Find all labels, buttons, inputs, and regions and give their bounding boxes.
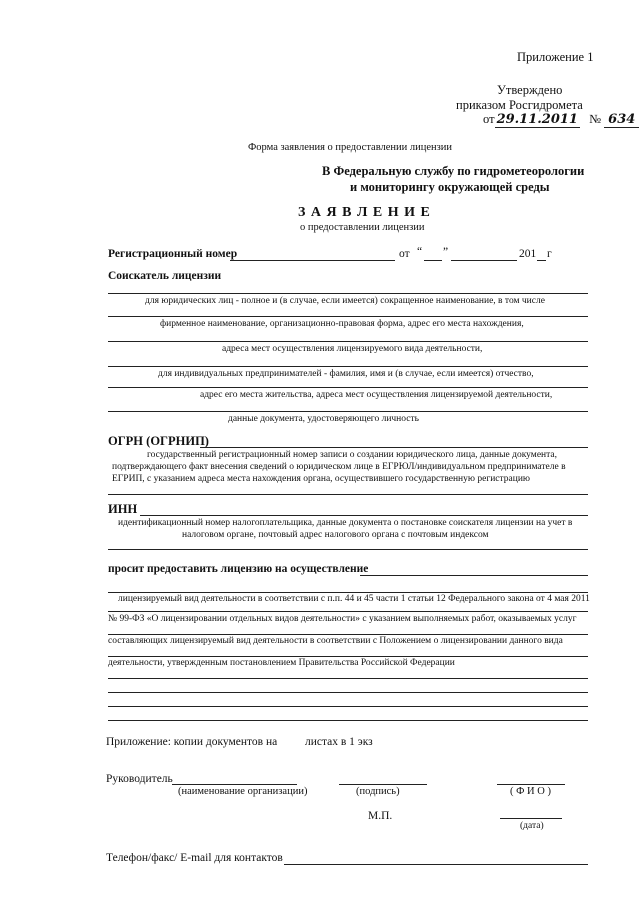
form-title: Форма заявления о предоставлении лицензии xyxy=(248,142,453,153)
inn-label: ИНН xyxy=(108,502,138,516)
contacts-label: Телефон/факс/ E-mail для контактов xyxy=(106,852,283,864)
appendix-label: Приложение 1 xyxy=(517,50,594,64)
inn-field-2[interactable] xyxy=(108,549,588,550)
attachment-suffix: листах в 1 экз xyxy=(304,736,373,748)
inn-hint-2: налоговом органе, почтовый адрес налогового органа с почтовым индексом xyxy=(182,530,489,540)
date-caption: (дата) xyxy=(520,821,544,831)
applicant-field-2[interactable] xyxy=(108,316,588,317)
request-field-8[interactable] xyxy=(108,706,588,707)
registration-close-quote: ” xyxy=(443,246,449,258)
contacts-field[interactable] xyxy=(284,864,588,865)
fio-caption: ( Ф И О ) xyxy=(510,786,551,797)
applicant-hint-6: данные документа, удостоверяющего личность xyxy=(228,414,419,424)
request-field-4[interactable] xyxy=(108,634,588,635)
order-date: 29.11.2011 xyxy=(496,112,578,127)
ogrn-hint-1: государственный регистрационный номер записи о создании юридического лица, данные документа, xyxy=(147,450,557,460)
stamp-label: М.П. xyxy=(368,810,393,822)
order-label: приказом Росгидромета xyxy=(456,98,583,112)
ogrn-hint-2: подтверждающего факт внесения сведений о юридическом лице в ЕГРЮЛ/индивидуальном предпринимателе в xyxy=(112,462,566,472)
request-label: просит предоставить лицензию на осуществление xyxy=(108,563,369,575)
ogrn-label: ОГРН (ОГРНИП) xyxy=(108,434,209,448)
number-sign: № xyxy=(589,112,602,126)
applicant-hint-1: для юридических лиц - полное и (в случае, если имеется) сокращенное наименование, в том числе xyxy=(145,296,545,306)
applicant-field-4[interactable] xyxy=(108,366,588,367)
registration-year-suffix: г xyxy=(547,248,552,260)
request-hint-1: лицензируемый вид деятельности в соответствии с п.п. 44 и 45 части 1 статьи 12 Федерального закона от 4 мая 2011 xyxy=(118,594,590,604)
applicant-hint-4: для индивидуальных предпринимателей - фамилия, имя и (в случае, если имеется) отчество, xyxy=(158,369,534,379)
inn-hint-1: идентификационный номер налогоплательщика, данные документа о постановке соискателя лицензии на учет в xyxy=(118,518,573,528)
fio-field[interactable] xyxy=(497,784,565,785)
statement-subtitle: о предоставлении лицензии xyxy=(300,222,425,233)
ogrn-field-2[interactable] xyxy=(108,494,588,495)
statement-title: З А Я В Л Е Н И Е xyxy=(298,205,431,220)
registration-open-quote: “ xyxy=(417,246,423,258)
applicant-hint-3: адреса мест осуществления лицензируемого вида деятельности, xyxy=(222,344,483,354)
request-field[interactable] xyxy=(360,575,588,576)
request-field-6[interactable] xyxy=(108,678,588,679)
approved-label: Утверждено xyxy=(497,83,563,97)
registration-year-field[interactable] xyxy=(537,260,546,261)
attachment-prefix: Приложение: копии документов на xyxy=(106,736,278,748)
applicant-label: Соискатель лицензии xyxy=(108,270,222,282)
request-hint-4: деятельности, утвержденным постановлением Правительства Российской Федерации xyxy=(108,658,455,668)
org-caption: (наименование организации) xyxy=(178,786,308,797)
applicant-field-5[interactable] xyxy=(108,387,588,388)
org-name-field[interactable] xyxy=(172,784,297,785)
signature-field[interactable] xyxy=(339,784,427,785)
date-field[interactable] xyxy=(500,818,562,819)
applicant-hint-2: фирменное наименование, организационно-правовая форма, адрес его места нахождения, xyxy=(160,319,524,329)
order-number: 634 xyxy=(604,112,639,128)
request-field-2[interactable] xyxy=(108,592,588,593)
request-field-9[interactable] xyxy=(108,720,588,721)
registration-day-field[interactable] xyxy=(424,260,442,261)
registration-label: Регистрационный номер xyxy=(108,248,238,260)
request-hint-2: № 99-ФЗ «О лицензировании отдельных видов деятельности» с указанием выполняемых работ, оказываемых услуг xyxy=(108,614,577,624)
applicant-field-6[interactable] xyxy=(108,411,588,412)
applicant-field-1[interactable] xyxy=(108,293,588,294)
request-field-3[interactable] xyxy=(108,611,588,612)
addressee-line2: и мониторингу окружающей среды xyxy=(350,180,550,194)
addressee-line1: В Федеральную службу по гидрометеорологии xyxy=(322,164,585,178)
ogrn-field[interactable] xyxy=(200,447,588,448)
applicant-hint-5: адрес его места жительства, адреса мест осуществления лицензируемой деятельности, xyxy=(200,390,553,400)
registration-month-field[interactable] xyxy=(451,260,517,261)
sign-caption: (подпись) xyxy=(356,786,400,797)
request-field-5[interactable] xyxy=(108,656,588,657)
applicant-field-3[interactable] xyxy=(108,341,588,342)
registration-year: 201 xyxy=(519,248,537,260)
request-hint-3: составляющих лицензируемый вид деятельности в соответствии с Положением о лицензировании данного вида xyxy=(108,636,563,646)
attachment-line xyxy=(106,736,373,748)
order-date-line xyxy=(483,112,639,128)
registration-from: от xyxy=(399,248,410,260)
request-field-7[interactable] xyxy=(108,692,588,693)
registration-number-field[interactable] xyxy=(230,260,395,261)
ogrn-hint-3: ЕГРИП, с указанием адреса места нахождения органа, осуществившего государственную регистрацию xyxy=(112,474,531,484)
from-prefix: от xyxy=(483,112,495,126)
inn-field[interactable] xyxy=(140,515,588,516)
head-label: Руководитель xyxy=(106,773,173,785)
